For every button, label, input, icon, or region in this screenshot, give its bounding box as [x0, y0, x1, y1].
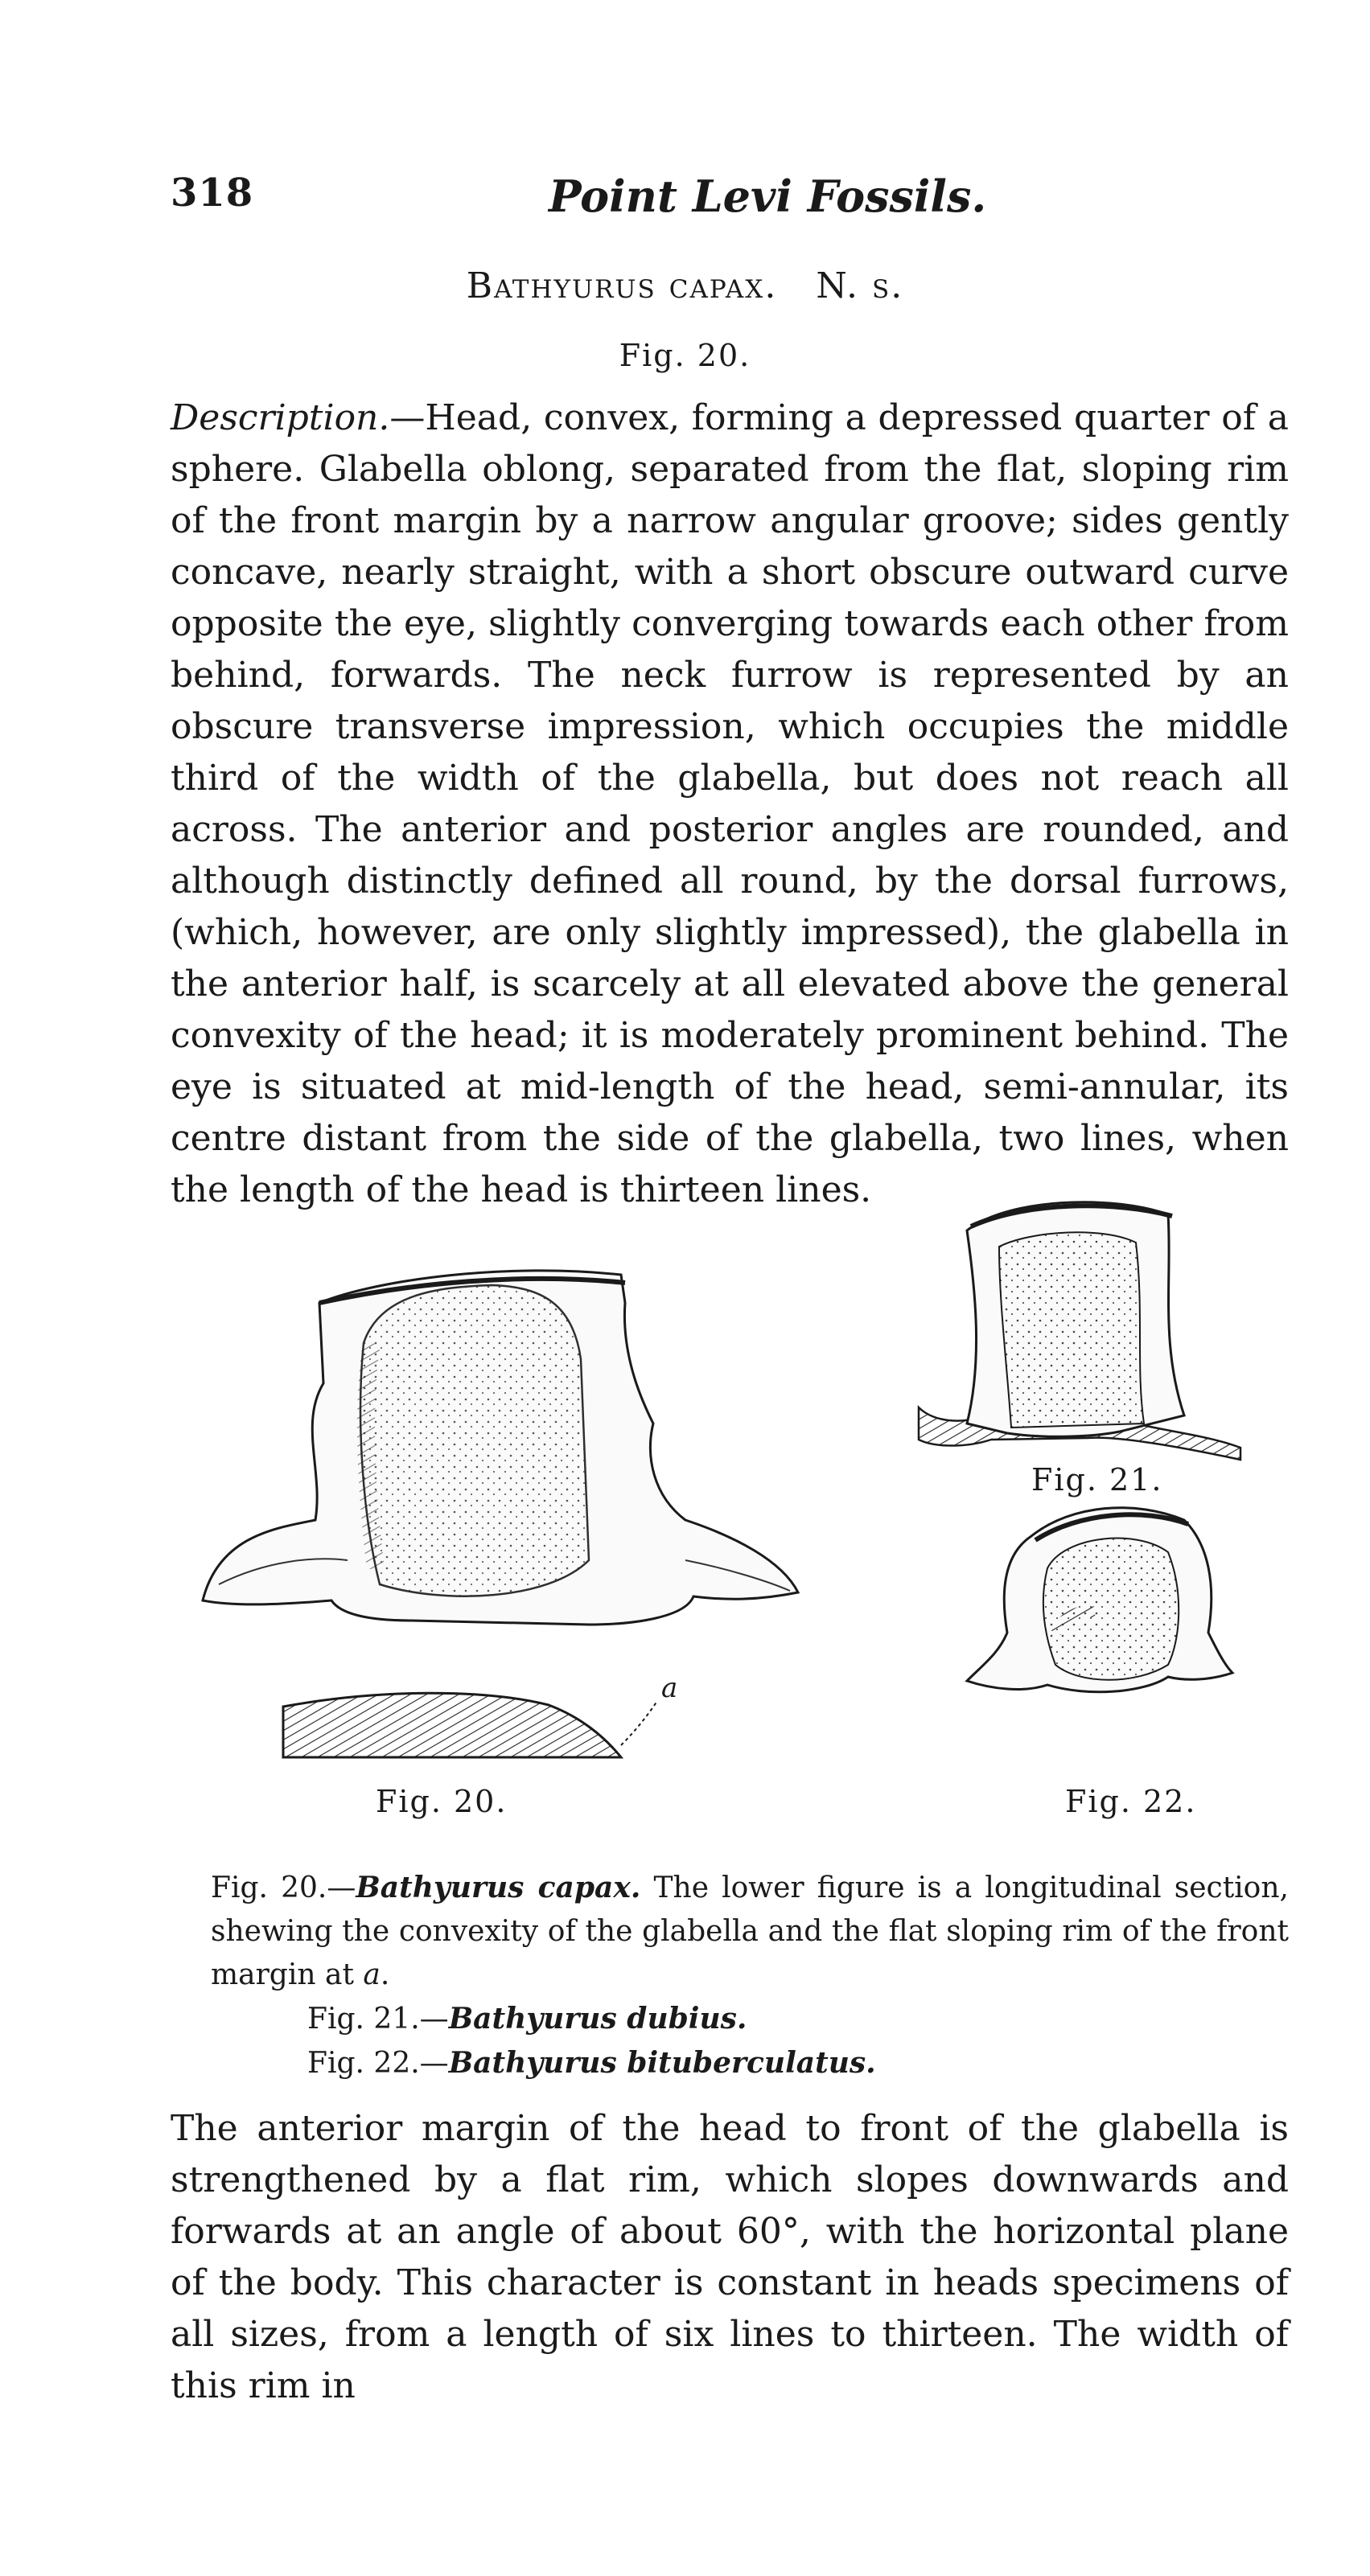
description-lead: Description. [171, 397, 390, 438]
page-header [171, 171, 1289, 227]
figure-reference: Fig. 20. [619, 338, 751, 373]
page-number: 318 [171, 171, 254, 216]
running-head: Point Levi Fossils. [549, 171, 987, 222]
fig21-head [919, 1202, 1240, 1460]
species-suffix: N. s. [816, 265, 904, 306]
fig20-label: Fig. 20. [376, 1784, 508, 1819]
description-text: —Head, convex, forming a depressed quarter of a sphere. Glabella oblong, separated from the flat, sloping rim of the front margin by a narrow angular groove; sides gently concave, nearly straight, with a short obscure outward curve opposite the eye, slightly converging towards each other from behind, forwards. The neck furrow is represented by an obscure transverse impression, which occupies the middle third of the width of the glabella, but does not reach all across. The anterior and posterior angles are rounded, and although distinctly defined all round, by the dorsal furrows, (which, however, are only slightly impressed), the glabella in the anterior half, is scarcely at all elevated above the general convexity of the head; it is moderately prominent behind. The eye is situated at mid-length of the head, semi-annular, its centre distant from the side of the glabella, two lines, when the length of the head is thirteen lines. [171, 397, 1289, 1210]
caption-fig20: Fig. 20.—Bathyurus capax. The lower figure is a longitudinal section, shewing the convexity of the glabella and the flat sloping rim of the front margin at a. [211, 1871, 1289, 1991]
fig21-label: Fig. 21. [1031, 1462, 1163, 1498]
section-marker-a: a [661, 1672, 678, 1704]
species-title [0, 265, 1370, 306]
fig22-head [967, 1508, 1232, 1692]
fig22-label: Fig. 22. [1065, 1784, 1197, 1819]
trilobite-illustrations [171, 1182, 1313, 1842]
caption-fig22: Fig. 22.—Bathyurus bituberculatus. [307, 2046, 876, 2080]
description-paragraph [171, 392, 1289, 1216]
figures-plate [171, 1182, 1313, 1842]
fig20-section [283, 1672, 677, 1757]
continuation-paragraph: The anterior margin of the head to front of the glabella is strengthened by a flat rim, which slopes downwards and forwards at an angle of about 60°, with the horizontal plane of the body. This character is constant in heads specimens of all sizes, from a length of six lines to thirteen. The width of this rim in [171, 2108, 1289, 2406]
fig20-head [203, 1271, 798, 1625]
caption-fig21: Fig. 21.—Bathyurus dubius. [307, 2002, 747, 2036]
species-name: Bathyurus capax. [466, 265, 778, 306]
figure-caption [211, 1866, 1289, 2085]
